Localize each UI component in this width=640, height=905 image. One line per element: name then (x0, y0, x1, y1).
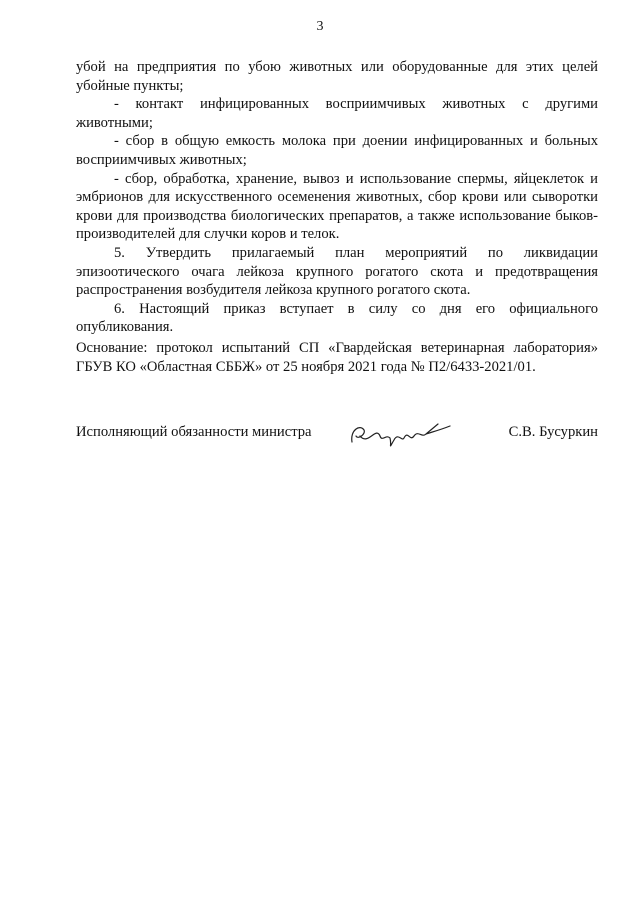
basis-text: Основание: протокол испытаний СП «Гвардейская ветеринарная лаборатория» ГБУВ КО «Областная СББЖ» от 25 ноября 2021 года № П2/6433-2021/01. (76, 340, 598, 375)
order-body (76, 58, 598, 337)
paragraph-slaughter: убой на предприятия по убою животных или оборудованные для этих целей убойные пункты; (76, 59, 598, 94)
page-number: 3 (316, 19, 324, 34)
handwritten-signature (346, 416, 456, 456)
signatory-position: Исполняющий обязанности министра (76, 424, 312, 440)
paragraph-milk: - сбор в общую емкость молока при доении инфицированных и больных восприимчивых животных; (76, 133, 598, 168)
signatory-name: С.В. Бусуркин (508, 424, 598, 440)
paragraph-contact: - контакт инфицированных восприимчивых животных с другими животными; (76, 96, 598, 131)
paragraph-item-5: 5. Утвердить прилагаемый план мероприятий по ликвидации эпизоотического очага лейкоза крупного рогатого скота и предотвращения распространения возбудителя лейкоза крупного рогатого скота. (76, 244, 598, 299)
paragraph-item-6: 6. Настоящий приказ вступает в силу со дня его официального опубликования. (76, 300, 598, 336)
paragraph-sperm: - сбор, обработка, хранение, вывоз и использование спермы, яйцеклеток и эмбрионов для искусственного осеменения животных, сбор крови или сыворотки крови для производства биологических препаратов, а также использование быков-производителей для случки коров и телок. (76, 170, 598, 243)
signature-block (76, 416, 598, 456)
